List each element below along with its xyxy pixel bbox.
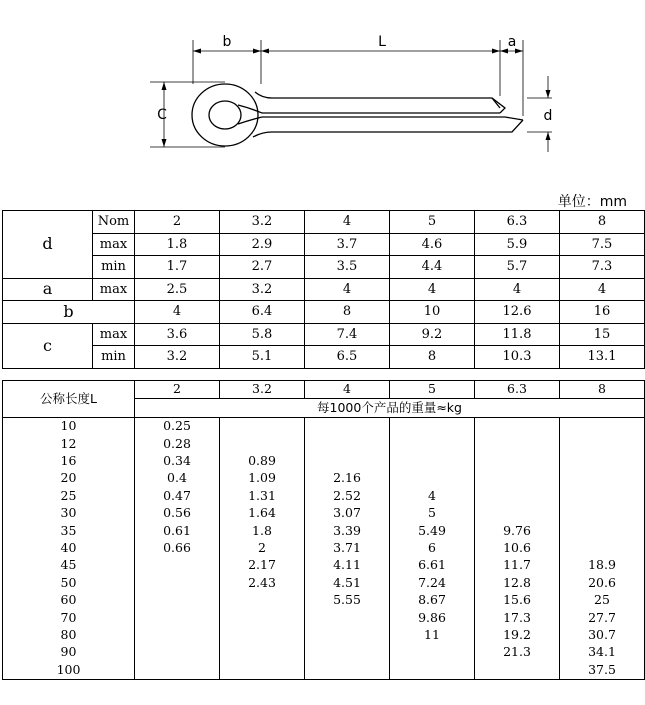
- pin-shank-bottom: [253, 120, 523, 137]
- table-row: [3, 609, 645, 626]
- param-cell: d: [3, 211, 93, 279]
- value-cell: 6.3: [475, 211, 560, 234]
- table-row: [3, 626, 645, 643]
- weight-table: [2, 380, 645, 680]
- table-row: [3, 505, 645, 522]
- pin-shank-mid2: [262, 117, 523, 120]
- value-cell: 2: [135, 211, 220, 234]
- weight-cell: 2.43: [220, 574, 305, 591]
- table-row: [3, 574, 645, 591]
- pin-eye-outer: [192, 84, 258, 146]
- weight-cell: 9.76: [475, 522, 560, 539]
- value-cell: 3.7: [305, 233, 390, 256]
- weight-cell: [390, 453, 475, 470]
- value-cell: 4.4: [390, 256, 475, 279]
- weight-cell: [475, 487, 560, 504]
- weight-cell: [135, 644, 220, 661]
- sub-cell: min: [93, 346, 135, 369]
- value-cell: 4: [390, 278, 475, 301]
- table-row: [3, 435, 645, 452]
- weight-cell: 20.6: [560, 574, 645, 591]
- table-row: [3, 557, 645, 574]
- sub-cell: Nom: [93, 211, 135, 234]
- weight-cell: [135, 626, 220, 643]
- value-cell: 2.7: [220, 256, 305, 279]
- weight-cell: 25: [560, 592, 645, 609]
- table-row: [3, 211, 645, 234]
- value-cell: 5.9: [475, 233, 560, 256]
- table-row: [3, 301, 645, 324]
- weight-cell: 0.34: [135, 453, 220, 470]
- value-cell: 4: [305, 278, 390, 301]
- table-row: [3, 323, 645, 346]
- length-cell: 80: [3, 626, 135, 643]
- sub-cell: max: [93, 278, 135, 301]
- weight-cell: 4: [390, 487, 475, 504]
- dimensions-body: [3, 211, 645, 369]
- weight-header: 每1000个产品的重量≈kg: [135, 399, 645, 417]
- weight-cell: 4.11: [305, 557, 390, 574]
- length-cell: 35: [3, 522, 135, 539]
- size-header: 8: [560, 381, 645, 399]
- value-cell: 3.2: [135, 346, 220, 369]
- length-cell: 90: [3, 644, 135, 661]
- weight-cell: [135, 557, 220, 574]
- size-header: 5: [390, 381, 475, 399]
- value-cell: 8: [390, 346, 475, 369]
- weight-cell: [305, 435, 390, 452]
- length-cell: 16: [3, 453, 135, 470]
- value-cell: 7.5: [560, 233, 645, 256]
- table-row: [3, 346, 645, 369]
- pin-eye-taper-lower: [238, 117, 262, 124]
- weight-cell: [390, 417, 475, 435]
- size-header: 4: [305, 381, 390, 399]
- weight-cell: 21.3: [475, 644, 560, 661]
- length-cell: 20: [3, 470, 135, 487]
- weight-cell: [305, 644, 390, 661]
- weight-cell: 0.89: [220, 453, 305, 470]
- value-cell: 3.2: [220, 211, 305, 234]
- dim-label-c: C: [157, 107, 167, 123]
- table-row: [3, 644, 645, 661]
- weight-cell: 3.71: [305, 540, 390, 557]
- weight-cell: 4.51: [305, 574, 390, 591]
- table-row: [3, 522, 645, 539]
- weight-cell: [135, 592, 220, 609]
- sub-cell: max: [93, 233, 135, 256]
- weight-cell: 11: [390, 626, 475, 643]
- value-cell: 10.3: [475, 346, 560, 369]
- weight-cell: 0.28: [135, 435, 220, 452]
- length-cell: 70: [3, 609, 135, 626]
- length-cell: 25: [3, 487, 135, 504]
- table-row: [3, 453, 645, 470]
- weight-cell: [475, 435, 560, 452]
- dimensions-table: [2, 210, 645, 369]
- dim-label-L: L: [378, 34, 386, 50]
- value-cell: 9.2: [390, 323, 475, 346]
- cotter-pin-drawing: [0, 0, 645, 190]
- weight-cell: 2.17: [220, 557, 305, 574]
- table-row: [3, 661, 645, 679]
- sub-cell: max: [93, 323, 135, 346]
- weight-cell: [220, 609, 305, 626]
- weight-cell: 0.66: [135, 540, 220, 557]
- weight-cell: [560, 540, 645, 557]
- weight-cell: 2.52: [305, 487, 390, 504]
- size-header: 3.2: [220, 381, 305, 399]
- pin-shank-top: [255, 92, 500, 108]
- weight-cell: [475, 453, 560, 470]
- length-cell: 40: [3, 540, 135, 557]
- weight-cell: 7.24: [390, 574, 475, 591]
- weight-cell: [560, 453, 645, 470]
- weight-cell: [135, 661, 220, 679]
- weight-cell: [560, 417, 645, 435]
- length-cell: 30: [3, 505, 135, 522]
- weight-cell: [390, 435, 475, 452]
- value-cell: 15: [560, 323, 645, 346]
- dim-label-a: a: [507, 34, 517, 50]
- weight-cell: [305, 453, 390, 470]
- weight-cell: 2: [220, 540, 305, 557]
- weight-cell: 1.09: [220, 470, 305, 487]
- value-cell: 1.7: [135, 256, 220, 279]
- weight-cell: [305, 626, 390, 643]
- table-row: [3, 487, 645, 504]
- length-cell: 10: [3, 417, 135, 435]
- weight-cell: 0.47: [135, 487, 220, 504]
- table-row: [3, 470, 645, 487]
- weight-cell: 19.2: [475, 626, 560, 643]
- weight-cell: 11.7: [475, 557, 560, 574]
- length-header: 公称长度L: [3, 381, 135, 418]
- weight-cell: [560, 522, 645, 539]
- weight-cell: [135, 574, 220, 591]
- value-cell: 8: [560, 211, 645, 234]
- value-cell: 13.1: [560, 346, 645, 369]
- weight-cell: 0.25: [135, 417, 220, 435]
- weight-cell: 5.55: [305, 592, 390, 609]
- weight-cell: [560, 505, 645, 522]
- table-row: [3, 233, 645, 256]
- value-cell: 5.8: [220, 323, 305, 346]
- value-cell: 10: [390, 301, 475, 324]
- table-row: [3, 540, 645, 557]
- weight-cell: [220, 417, 305, 435]
- size-header: 6.3: [475, 381, 560, 399]
- weight-cell: 6.61: [390, 557, 475, 574]
- table-row: [3, 592, 645, 609]
- value-cell: 8: [305, 301, 390, 324]
- weight-cell: [560, 435, 645, 452]
- weight-cell: [560, 470, 645, 487]
- length-cell: 45: [3, 557, 135, 574]
- weight-cell: 0.61: [135, 522, 220, 539]
- weight-cell: 5.49: [390, 522, 475, 539]
- size-header: 2: [135, 381, 220, 399]
- weight-cell: 15.6: [475, 592, 560, 609]
- weight-cell: 17.3: [475, 609, 560, 626]
- value-cell: 2.9: [220, 233, 305, 256]
- weight-cell: 9.86: [390, 609, 475, 626]
- table-row: [3, 256, 645, 279]
- weight-cell: [475, 661, 560, 679]
- length-cell: 12: [3, 435, 135, 452]
- length-cell: 60: [3, 592, 135, 609]
- weight-cell: [220, 626, 305, 643]
- weight-cell: 6: [390, 540, 475, 557]
- weight-cell: 12.8: [475, 574, 560, 591]
- weight-cell: 1.8: [220, 522, 305, 539]
- value-cell: 4: [305, 211, 390, 234]
- value-cell: 4: [560, 278, 645, 301]
- length-cell: 50: [3, 574, 135, 591]
- value-cell: 3.5: [305, 256, 390, 279]
- pin-eye-taper: [238, 105, 262, 113]
- weight-cell: 3.39: [305, 522, 390, 539]
- weight-cell: [220, 435, 305, 452]
- weight-cell: 18.9: [560, 557, 645, 574]
- value-cell: 7.3: [560, 256, 645, 279]
- value-cell: 3.6: [135, 323, 220, 346]
- value-cell: 3.2: [220, 278, 305, 301]
- param-cell: c: [3, 323, 93, 368]
- weight-cell: [390, 661, 475, 679]
- weight-cell: [220, 661, 305, 679]
- weight-cell: [475, 417, 560, 435]
- weight-body: [3, 417, 645, 679]
- weight-cell: 8.67: [390, 592, 475, 609]
- weight-table-header: [3, 381, 645, 418]
- weight-cell: 5: [390, 505, 475, 522]
- value-cell: 5.1: [220, 346, 305, 369]
- weight-cell: 30.7: [560, 626, 645, 643]
- weight-cell: 34.1: [560, 644, 645, 661]
- weight-cell: [475, 470, 560, 487]
- value-cell: 5: [390, 211, 475, 234]
- value-cell: 4: [135, 301, 220, 324]
- weight-cell: [390, 644, 475, 661]
- weight-cell: 1.64: [220, 505, 305, 522]
- sub-cell: min: [93, 256, 135, 279]
- value-cell: 2.5: [135, 278, 220, 301]
- value-cell: 7.4: [305, 323, 390, 346]
- weight-cell: [305, 609, 390, 626]
- weight-cell: 0.4: [135, 470, 220, 487]
- dim-label-b: b: [222, 34, 232, 50]
- value-cell: 12.6: [475, 301, 560, 324]
- value-cell: 5.7: [475, 256, 560, 279]
- weight-cell: [475, 505, 560, 522]
- weight-cell: 10.6: [475, 540, 560, 557]
- weight-cell: [135, 609, 220, 626]
- weight-cell: 27.7: [560, 609, 645, 626]
- weight-cell: [220, 592, 305, 609]
- weight-cell: 3.07: [305, 505, 390, 522]
- value-cell: 4: [475, 278, 560, 301]
- value-cell: 1.8: [135, 233, 220, 256]
- param-cell: a: [3, 278, 93, 301]
- weight-cell: 1.31: [220, 487, 305, 504]
- dim-label-d: d: [543, 108, 553, 124]
- value-cell: 16: [560, 301, 645, 324]
- value-cell: 11.8: [475, 323, 560, 346]
- weight-cell: 37.5: [560, 661, 645, 679]
- pin-eye-inner: [209, 101, 241, 129]
- table-row: [3, 278, 645, 301]
- weight-cell: [305, 417, 390, 435]
- param-cell: b: [3, 301, 135, 324]
- weight-cell: 0.56: [135, 505, 220, 522]
- value-cell: 6.4: [220, 301, 305, 324]
- value-cell: 6.5: [305, 346, 390, 369]
- weight-cell: [560, 487, 645, 504]
- table-row: [3, 417, 645, 435]
- weight-cell: [390, 470, 475, 487]
- length-cell: 100: [3, 661, 135, 679]
- weight-cell: 2.16: [305, 470, 390, 487]
- unit-label: 单位：mm: [557, 194, 627, 210]
- weight-cell: [220, 644, 305, 661]
- value-cell: 4.6: [390, 233, 475, 256]
- weight-cell: [305, 661, 390, 679]
